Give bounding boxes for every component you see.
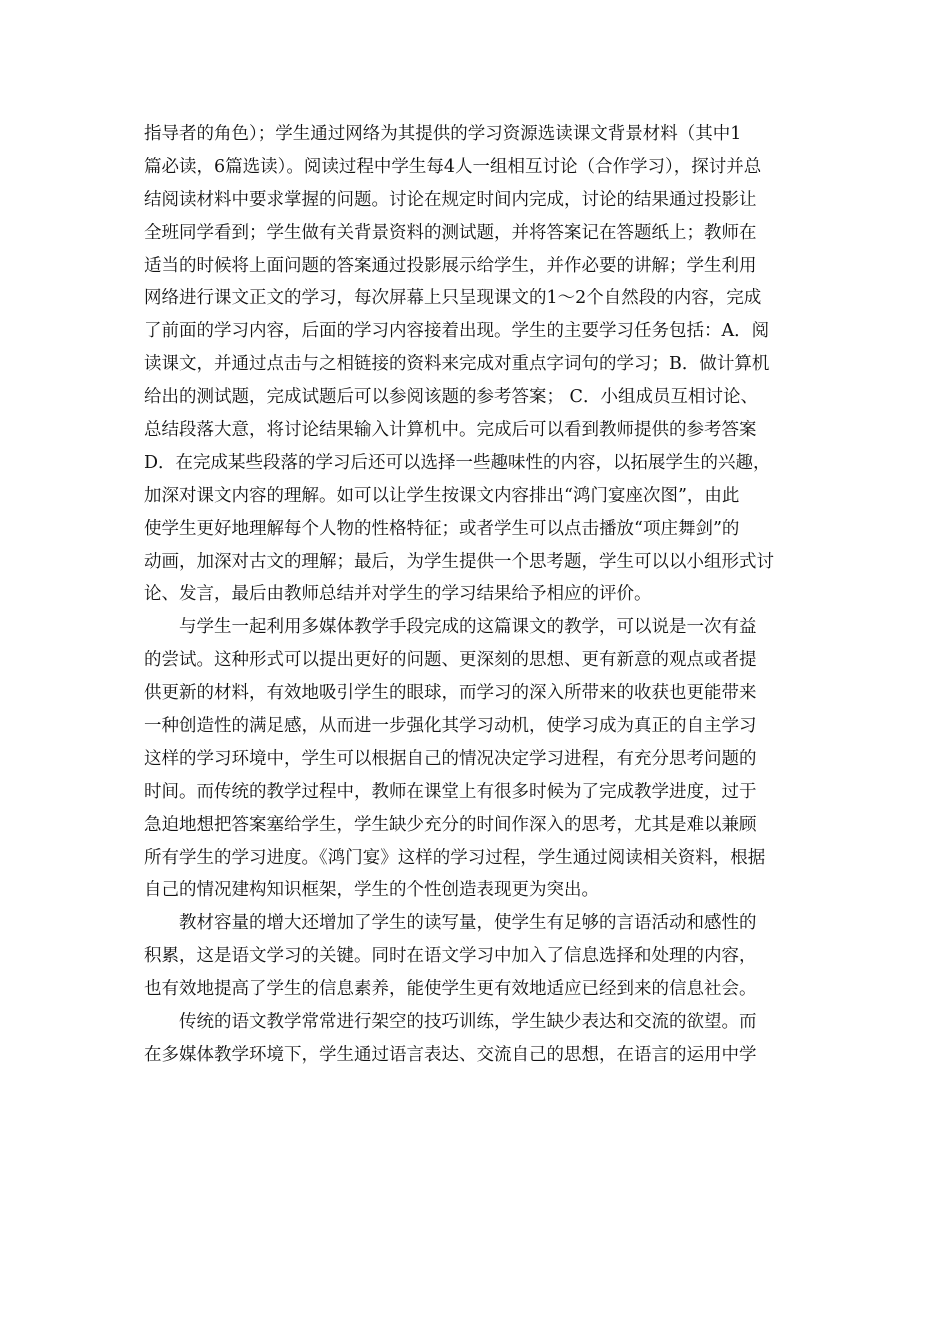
text-line: 也有效地提高了学生的信息素养，能使学生更有效地适应已经到来的信息社会。	[144, 979, 757, 1000]
text-line: 结阅读材料中要求掌握的问题。讨论在规定时间内完成，讨论的结果通过投影让	[144, 189, 757, 210]
paragraph-first-line: 传统的语文教学常常进行架空的技巧训练，学生缺少表达和交流的欲望。而	[179, 1012, 757, 1033]
text-line: 这样的学习环境中，学生可以根据自己的情况决定学习进程，有充分思考问题的	[144, 748, 757, 769]
text-line: 总结段落大意，将讨论结果输入计算机中。完成后可以看到教师提供的参考答案	[144, 420, 757, 441]
text-line: 所有学生的学习进度。《鸿门宴》这样的学习过程，学生通过阅读相关资料，根据	[144, 847, 766, 868]
text-line: 自己的情况建构知识框架，学生的个性创造表现更为突出。	[144, 880, 599, 901]
text-line: 给出的测试题，完成试题后可以参阅该题的参考答案； C．小组成员互相讨论、	[144, 387, 758, 408]
text-line: 使学生更好地理解每个人物的性格特征；或者学生可以点击播放“项庄舞剑”的	[144, 518, 740, 539]
text-line: 一种创造性的满足感，从而进一步强化其学习动机，使学习成为真正的自主学习	[144, 716, 757, 737]
text-line: 在多媒体教学环境下，学生通过语言表达、交流自己的思想，在语言的运用中学	[144, 1044, 757, 1065]
text-line: 时间。而传统的教学过程中，教师在课堂上有很多时候为了完成教学进度，过于	[144, 781, 757, 802]
paragraph-first-line: 与学生一起利用多媒体教学手段完成的这篇课文的教学，可以说是一次有益	[179, 617, 757, 638]
text-line: 篇必读，6篇选读）。阅读过程中学生每4人一组相互讨论（合作学习），探讨并总	[144, 156, 762, 177]
text-line: 读课文，并通过点击与之相链接的资料来完成对重点字词句的学习；B．做计算机	[144, 354, 770, 375]
text-line: 网络进行课文正文的学习，每次屏幕上只呈现课文的1～2个自然段的内容，完成	[144, 288, 762, 309]
text-line: 论、发言，最后由教师总结并对学生的学习结果给予相应的评价。	[144, 584, 652, 605]
text-line: 指导者的角色）；学生通过网络为其提供的学习资源选读课文背景材料（其中1	[144, 124, 742, 144]
text-line: 积累，这是语文学习的关键。同时在语文学习中加入了信息选择和处理的内容，	[144, 946, 757, 967]
text-line: D．在完成某些段落的学习后还可以选择一些趣味性的内容，以拓展学生的兴趣，	[144, 452, 771, 473]
text-line: 供更新的材料，有效地吸引学生的眼球，而学习的深入所带来的收获也更能带来	[144, 683, 757, 704]
text-line: 适当的时候将上面问题的答案通过投影展示给学生，并作必要的讲解；学生利用	[144, 255, 757, 276]
body-text	[144, 118, 806, 1072]
text-line: 的尝试。这种形式可以提出更好的问题、更深刻的思想、更有新意的观点或者提	[144, 650, 757, 671]
text-line: 加深对课文内容的理解。如可以让学生按课文内容排出“鸿门宴座次图”，由此	[144, 485, 740, 506]
text-line: 急迫地想把答案塞给学生，学生缺少充分的时间作深入的思考，尤其是难以兼顾	[144, 814, 757, 835]
paragraph-first-line: 教材容量的增大还增加了学生的读写量，使学生有足够的言语活动和感性的	[179, 913, 757, 934]
text-line: 全班同学看到；学生做有关背景资料的测试题，并将答案记在答题纸上；教师在	[144, 222, 757, 243]
text-line: 动画，加深对古文的理解；最后，为学生提供一个思考题，学生可以以小组形式讨	[144, 551, 774, 572]
text-line: 了前面的学习内容，后面的学习内容接着出现。学生的主要学习任务包括：A．阅	[144, 321, 770, 342]
